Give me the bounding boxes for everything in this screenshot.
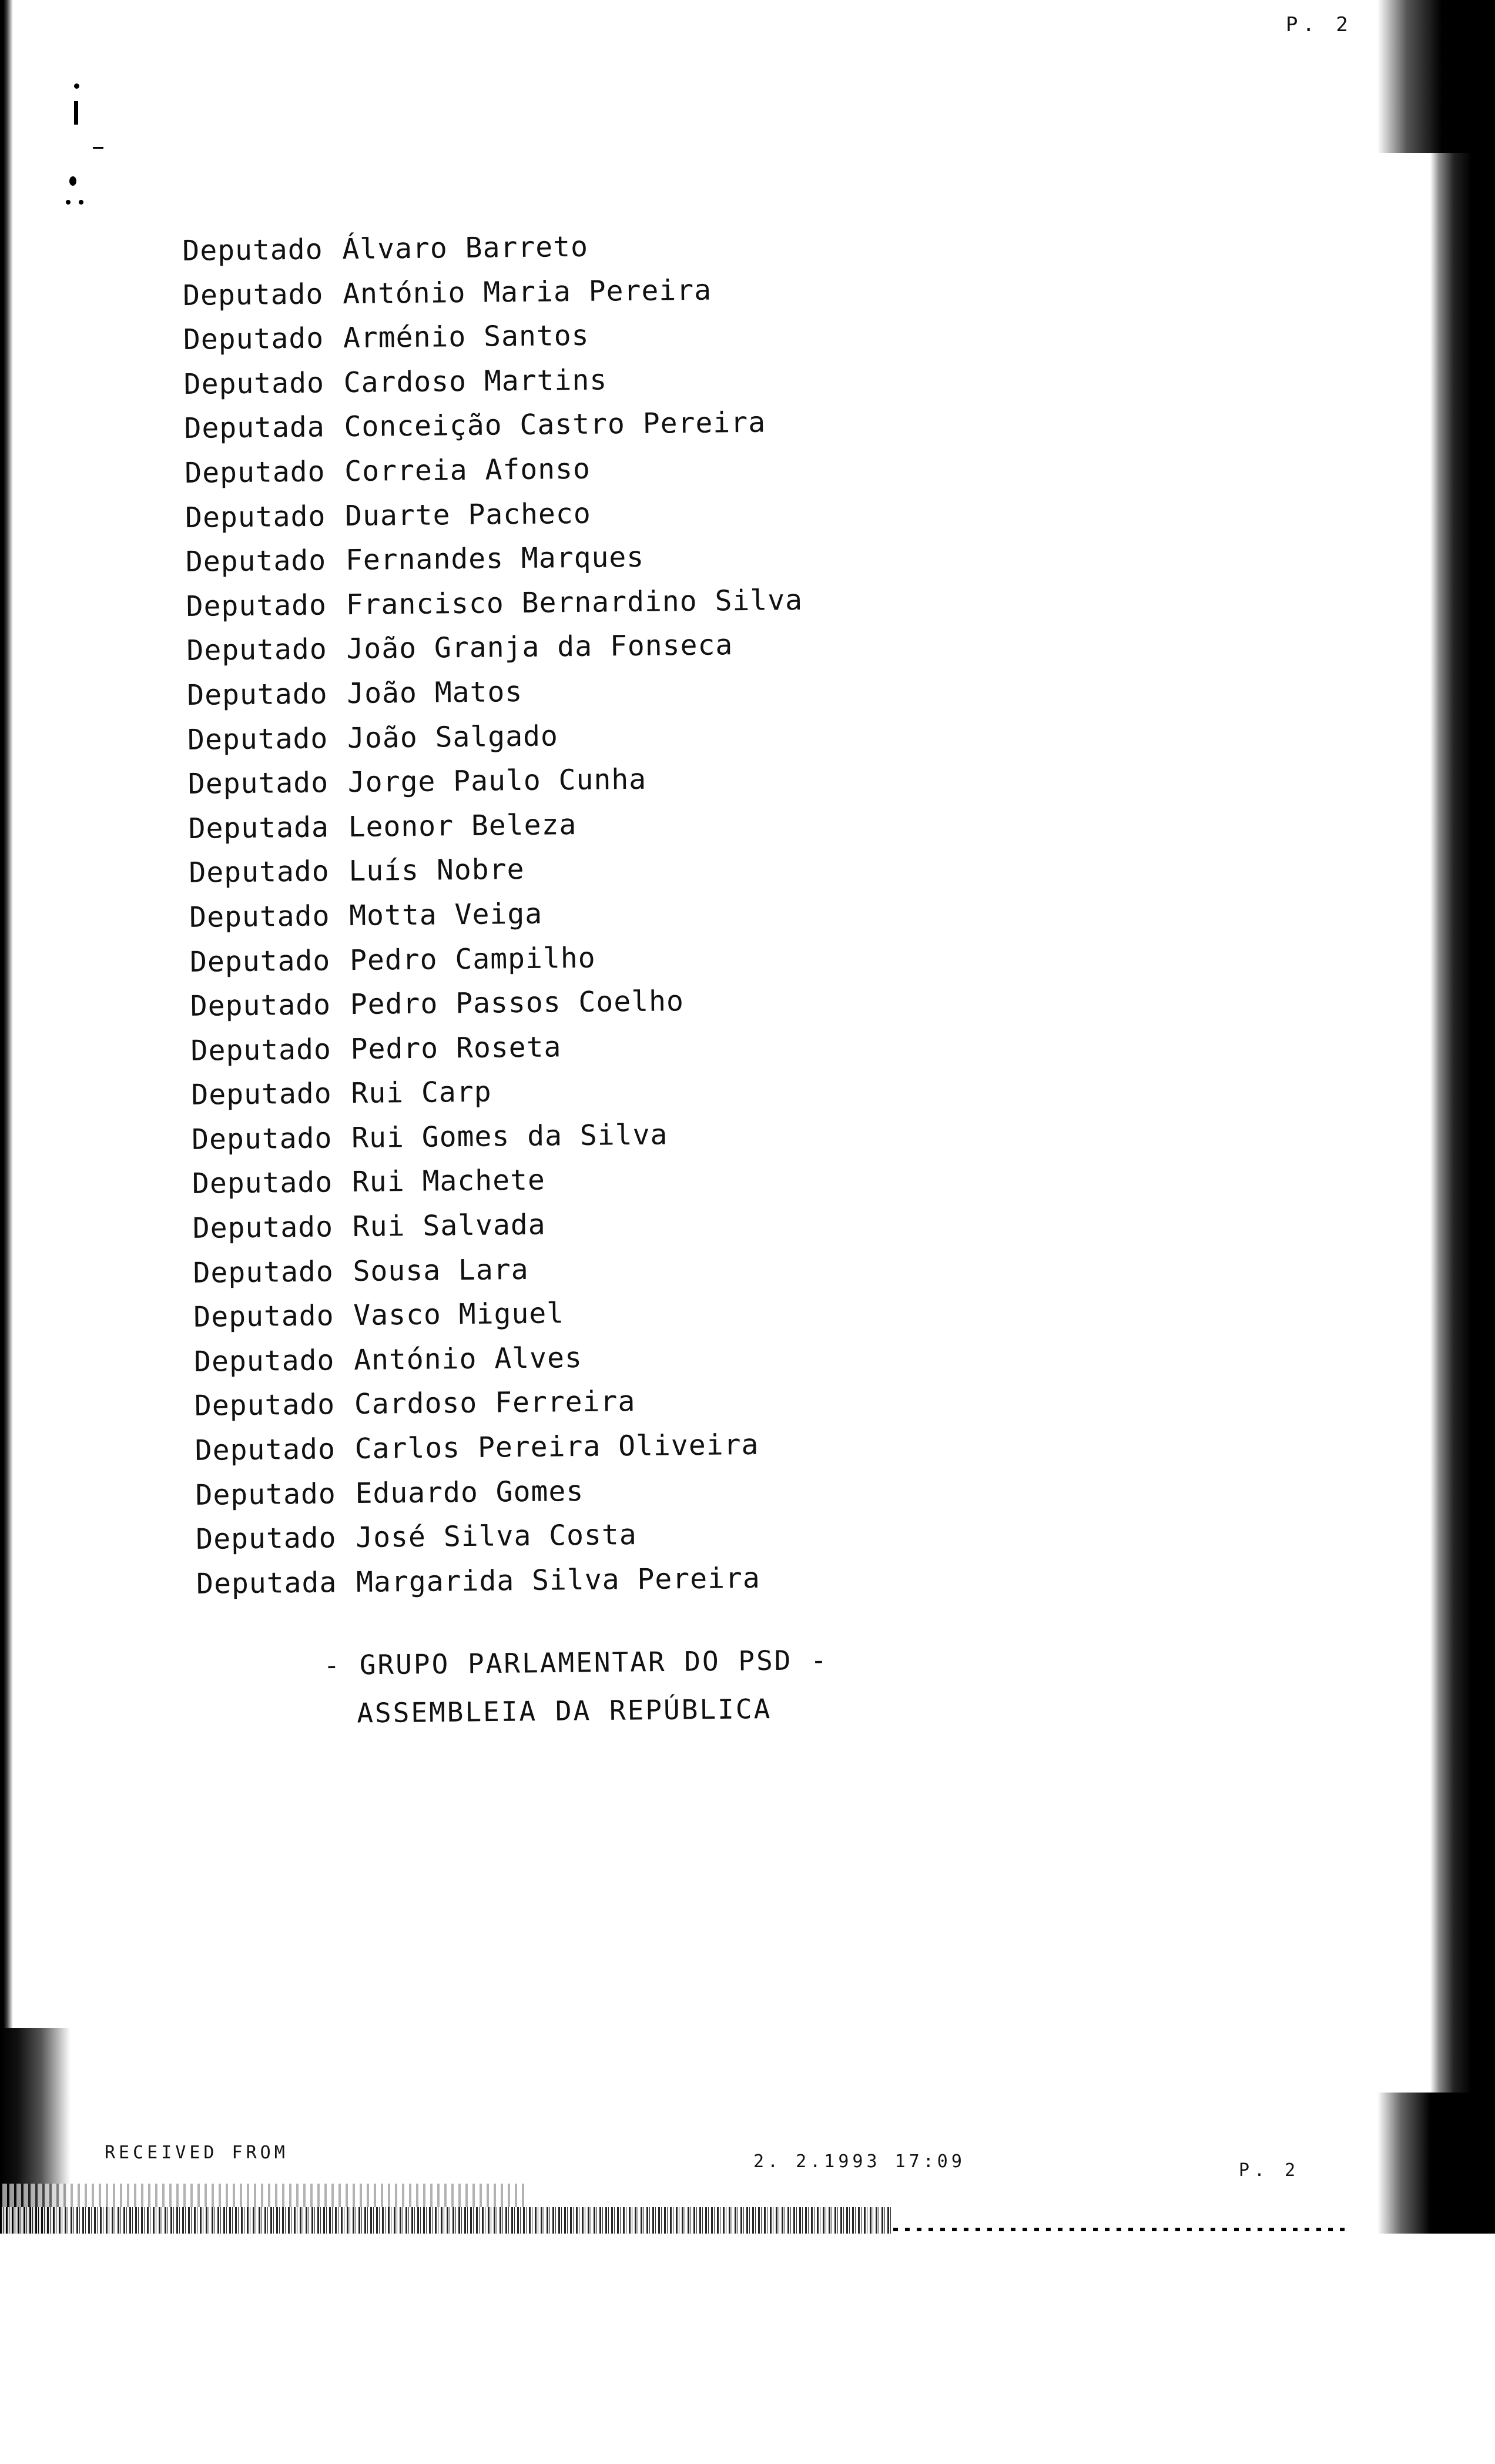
deputy-name: Motta Veiga <box>348 897 543 932</box>
signature-block <box>323 1636 829 1737</box>
deputy-name: Rui Carp <box>351 1075 492 1110</box>
deputy-name: Luís Nobre <box>348 853 525 888</box>
scan-speck <box>79 200 83 205</box>
deputy-title: Deputado <box>190 988 331 1023</box>
deputy-name: Rui Salvada <box>352 1208 546 1244</box>
scan-speck <box>74 83 79 89</box>
list-item <box>183 267 800 319</box>
deputy-title: Deputado <box>191 1077 332 1112</box>
list-item <box>189 845 806 896</box>
deputy-name: Cardoso Martins <box>343 363 608 399</box>
deputy-title: Deputado <box>195 1477 337 1512</box>
deputy-title: Deputado <box>185 500 326 534</box>
scan-speck <box>93 147 103 149</box>
deputy-title: Deputada <box>184 410 326 446</box>
list-item <box>196 1511 813 1562</box>
list-item <box>192 1156 809 1207</box>
deputy-title: Deputado <box>182 277 324 312</box>
deputy-name: Duarte Pacheco <box>344 497 591 533</box>
deputy-title: Deputada <box>188 811 330 845</box>
deputy-name: António Maria Pereira <box>342 273 712 310</box>
deputy-title: Deputado <box>192 1166 333 1201</box>
list-item <box>185 445 802 496</box>
scan-speck <box>66 200 71 205</box>
deputy-title: Deputado <box>186 632 327 668</box>
deputy-title: Deputado <box>185 544 327 579</box>
deputies-list <box>182 223 813 1606</box>
blank-margin <box>0 2234 1495 2464</box>
list-item <box>187 667 804 718</box>
list-item <box>192 1112 809 1163</box>
deputy-name: João Matos <box>346 675 523 711</box>
deputy-title: Deputado <box>187 677 328 712</box>
signature-line-assembly: ASSEMBLEIA DA REPÚBLICA <box>357 1693 772 1729</box>
deputy-name: Cardoso Ferreira <box>354 1385 636 1421</box>
list-item <box>182 223 799 274</box>
deputy-name: João Salgado <box>347 719 559 755</box>
list-item <box>190 933 807 985</box>
deputy-title: Deputado <box>193 1299 334 1334</box>
deputy-name: Rui Machete <box>351 1164 546 1199</box>
deputy-name: Eduardo Gomes <box>355 1474 584 1510</box>
scan-speck <box>74 101 78 125</box>
deputy-name: Carlos Pereira Oliveira <box>354 1428 759 1466</box>
deputy-title: Deputado <box>185 455 326 490</box>
deputy-name: Rui Gomes da Silva <box>351 1118 668 1154</box>
deputy-title: Deputado <box>186 588 327 623</box>
page-number-bottom: P. 2 <box>1239 2160 1300 2181</box>
deputy-name: Vasco Miguel <box>353 1297 565 1333</box>
deputy-title: Deputado <box>189 943 331 979</box>
deputy-name: Leonor Beleza <box>348 808 577 843</box>
deputy-name: Pedro Roseta <box>350 1030 562 1066</box>
deputy-title: Deputado <box>183 366 325 401</box>
list-item <box>193 1289 810 1340</box>
list-item <box>192 1200 809 1251</box>
deputy-title: Deputado <box>190 1033 332 1067</box>
list-item <box>190 978 807 1029</box>
deputy-name: Jorge Paulo Cunha <box>347 762 647 799</box>
deputy-name: José Silva Costa <box>356 1518 637 1555</box>
fax-edge-left <box>0 0 13 2234</box>
deputy-name: António Alves <box>353 1341 583 1377</box>
list-item <box>193 1245 810 1296</box>
fax-noise-band <box>0 2207 893 2234</box>
list-item <box>191 1067 808 1118</box>
list-item <box>183 356 800 407</box>
list-item <box>196 1556 813 1607</box>
list-item <box>187 756 805 807</box>
deputy-name: Álvaro Barreto <box>342 230 589 266</box>
list-item <box>183 312 800 363</box>
deputy-title: Deputado <box>183 322 324 357</box>
list-item <box>194 1334 811 1385</box>
deputy-title: Deputado <box>196 1521 337 1556</box>
deputy-title: Deputado <box>187 766 329 801</box>
deputy-title: Deputado <box>187 721 329 756</box>
deputy-name: Conceição Castro Pereira <box>344 406 766 444</box>
deputy-title: Deputada <box>196 1566 337 1601</box>
deputy-name: João Granja da Fonseca <box>346 628 733 666</box>
page-number-top: P. 2 <box>1286 13 1353 36</box>
list-item <box>186 534 803 585</box>
scan-speck <box>69 176 76 186</box>
deputy-title: Deputado <box>195 1432 336 1467</box>
fax-edge-right-top <box>1377 0 1495 153</box>
fax-received-from: RECEIVED FROM <box>105 2142 289 2163</box>
deputy-name: Pedro Passos Coelho <box>350 985 685 1022</box>
list-item <box>184 400 801 451</box>
fax-dash-line <box>893 2228 1352 2231</box>
list-item <box>189 889 806 940</box>
list-item <box>195 1378 812 1429</box>
list-item <box>190 1023 807 1074</box>
fax-date-time: 2. 2.1993 17:09 <box>753 2151 966 2172</box>
deputy-name: Fernandes Marques <box>345 540 645 577</box>
list-item <box>187 711 805 762</box>
deputy-name: Correia Afonso <box>344 452 591 488</box>
list-item <box>186 578 803 630</box>
deputy-name: Pedro Campilho <box>349 941 596 977</box>
deputy-title: Deputado <box>191 1121 333 1156</box>
list-item <box>195 1422 812 1474</box>
deputy-title: Deputado <box>189 855 330 890</box>
deputy-name: Francisco Bernardino Silva <box>346 583 803 621</box>
list-item <box>186 622 803 674</box>
deputy-title: Deputado <box>194 1388 336 1423</box>
deputy-name: Sousa Lara <box>353 1253 529 1288</box>
deputy-title: Deputado <box>193 1344 335 1378</box>
deputy-name: Margarida Silva Pereira <box>356 1561 761 1599</box>
deputy-title: Deputado <box>192 1210 334 1245</box>
signature-line-group: - GRUPO PARLAMENTAR DO PSD - <box>323 1643 829 1681</box>
deputy-title: Deputado <box>193 1255 334 1290</box>
list-item <box>185 490 802 541</box>
list-item <box>188 801 805 852</box>
deputy-name: Arménio Santos <box>343 319 589 355</box>
fax-noise-band-upper <box>0 2184 529 2207</box>
list-item <box>195 1467 812 1518</box>
deputy-title: Deputado <box>189 899 330 934</box>
fax-edge-right <box>1430 0 1495 2234</box>
deputy-title: Deputado <box>182 233 323 267</box>
fax-edge-right-bottom <box>1377 2093 1495 2234</box>
